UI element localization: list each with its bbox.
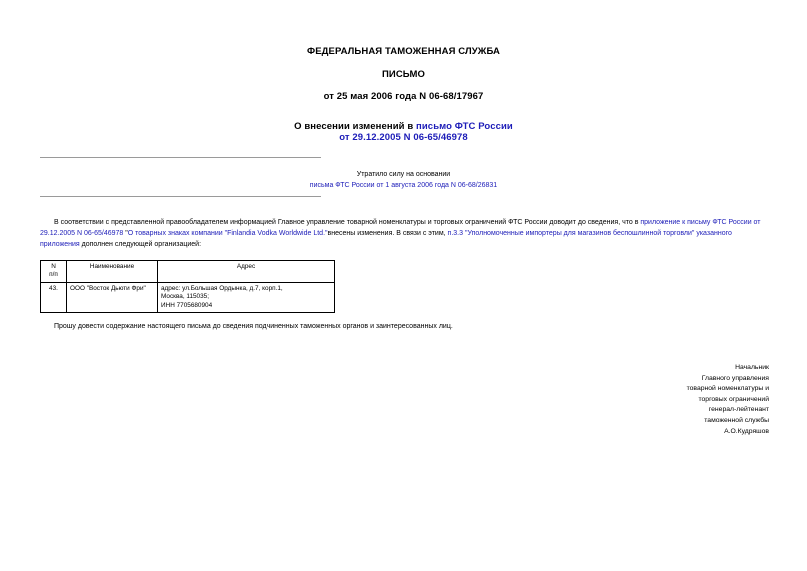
status-link[interactable]: письма ФТС России от 1 августа 2006 года N 06-68/26831 bbox=[309, 182, 498, 189]
header-n: N п/п bbox=[41, 261, 67, 283]
subject-line-1 bbox=[0, 121, 807, 132]
p1-text-c: внесены изменения. В связи с этим, bbox=[327, 229, 448, 237]
organizations-table bbox=[40, 260, 335, 313]
p1-text-a: В соответствии с представленной правообладателем информацией Главное управление товарной номенклатуры и торговых ограничений ФТС России доводит до сведения, что в bbox=[54, 219, 641, 226]
p1-link-clause[interactable]: п.3.3 "Уполномоченные импортеры для магазинов беспошлинной торговли" указанного приложения bbox=[40, 229, 732, 248]
header-name: Наименование bbox=[67, 261, 158, 283]
signature-line: товарной номенклатуры и bbox=[686, 385, 769, 393]
subject-link-date[interactable]: от 29.12.2005 N 06-65/46978 bbox=[339, 132, 468, 143]
table-row bbox=[41, 282, 335, 312]
agency-title: ФЕДЕРАЛЬНАЯ ТАМОЖЕННАЯ СЛУЖБА bbox=[307, 46, 500, 57]
row-number: 43. bbox=[41, 282, 67, 312]
body-paragraph-1 bbox=[40, 218, 768, 250]
subject-line-2 bbox=[0, 132, 807, 143]
divider-bottom bbox=[40, 196, 321, 197]
signature-block bbox=[569, 363, 769, 437]
subject-prefix: О внесении изменений в bbox=[294, 121, 417, 132]
signature-line: генерал-лейтенант bbox=[708, 406, 769, 414]
p1-text-d: дополнен следующей организацией: bbox=[79, 240, 202, 248]
row-org-name: ООО "Восток Дьюти Фри" bbox=[67, 282, 158, 312]
row-address: адрес: ул.Большая Ордынка, д.7, корп.1, Москва, 115035; ИНН 7705680904 bbox=[158, 282, 335, 312]
subject-link-letter[interactable]: письмо ФТС России bbox=[416, 121, 513, 132]
signature-line: Начальник bbox=[735, 364, 769, 371]
table-header-row bbox=[41, 261, 335, 283]
signature-line: торговых ограничений bbox=[698, 395, 769, 403]
doc-date-number: от 25 мая 2006 года N 06-68/17967 bbox=[323, 91, 484, 102]
body-paragraph-2: Прошу довести содержание настоящего письма до сведения подчиненных таможенных органов и заинтересованных лиц. bbox=[54, 323, 453, 330]
p1-link-appendix[interactable]: приложение к письму ФТС России от 29.12.2005 N 06-65/46978 bbox=[40, 219, 761, 237]
signature-name: А.О.Кудряшов bbox=[724, 427, 769, 435]
p1-link-trademarks[interactable]: О товарных знаках компании "Finlandia Vodka Worldwide Ltd." bbox=[127, 229, 328, 237]
signature-line: таможенной службы bbox=[704, 416, 769, 424]
status-line: Утратило силу на основании bbox=[356, 171, 451, 178]
doc-type: ПИСЬМО bbox=[381, 69, 425, 80]
header-address: Адрес bbox=[158, 261, 335, 283]
divider-top bbox=[40, 157, 321, 158]
p1-text-b: " bbox=[123, 229, 128, 237]
signature-line: Главного управления bbox=[701, 374, 769, 382]
